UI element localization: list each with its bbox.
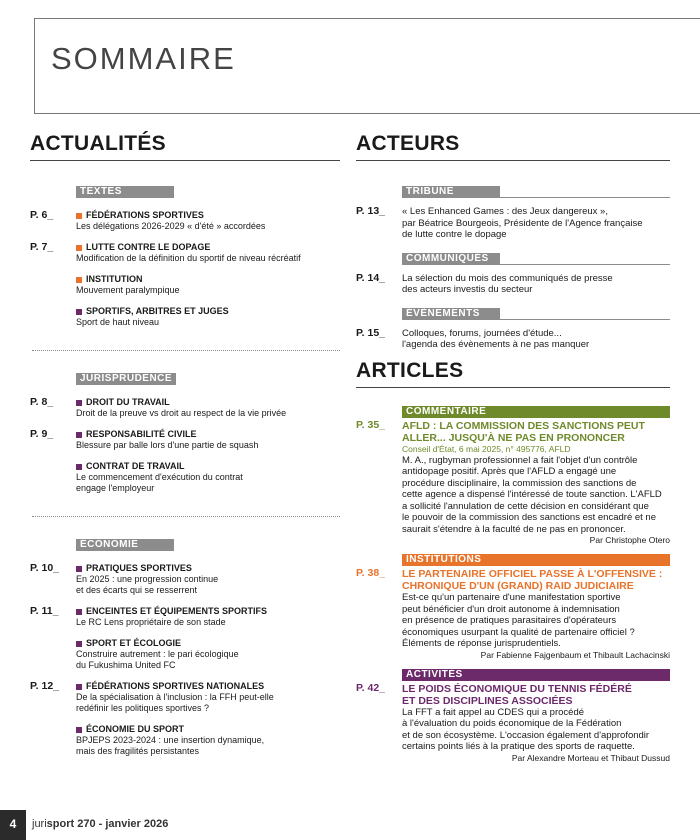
rubric-commentaire: COMMENTAIRE bbox=[402, 406, 670, 418]
list-item[interactable]: P. 11_ ENCEINTES ET ÉQUIPEMENTS SPORTIFS Le RC Lens propriétaire de son stade bbox=[30, 605, 268, 627]
list-item[interactable]: P. 15_ Colloques, forums, journées d'étude... l'agenda des évènements à ne pas manquer bbox=[356, 326, 590, 350]
bullet-square-icon bbox=[76, 432, 82, 438]
list-item[interactable]: P. 8_ DROIT DU TRAVAIL Droit de la preuve vs droit au respect de la vie privée bbox=[30, 396, 287, 418]
list-item[interactable]: P. 7_ LUTTE CONTRE LE DOPAGE Modification de la définition du sportif de niveau récréatif bbox=[30, 241, 301, 263]
acteurs-column bbox=[356, 132, 670, 764]
rubric-textes: TEXTES bbox=[76, 186, 340, 198]
bullet-square-icon bbox=[76, 609, 82, 615]
bullet-square-icon bbox=[76, 309, 82, 315]
list-item[interactable]: P. 13_ « Les Enhanced Games : des Jeux dangereux », par Béatrice Bourgeois, Présidente de l'Agence française de lutte contre le dopage bbox=[356, 205, 643, 240]
title-box bbox=[34, 18, 700, 114]
bullet-square-icon bbox=[76, 464, 82, 470]
list-item[interactable]: SPORTIFS, ARBITRES ET JUGES Sport de haut niveau bbox=[76, 306, 229, 327]
bullet-square-icon bbox=[76, 277, 82, 283]
list-item[interactable]: ÉCONOMIE DU SPORT BPJEPS 2023-2024 : une insertion dynamique, mais des fragilités persistantes bbox=[76, 724, 265, 756]
list-item[interactable]: P. 9_ RESPONSABILITÉ CIVILE Blessure par balle lors d'une partie de squash bbox=[30, 428, 259, 450]
list-item[interactable]: CONTRAT DE TRAVAIL Le commencement d'exécution du contrat engage l'employeur bbox=[76, 461, 243, 493]
bullet-square-icon bbox=[76, 684, 82, 690]
list-item[interactable]: SPORT ET ÉCOLOGIE Construire autrement : le pari écologique du Fukushima United FC bbox=[76, 638, 239, 670]
rubric-institutions: INSTITUTIONS bbox=[402, 554, 670, 566]
divider bbox=[32, 516, 340, 517]
list-item[interactable]: P. 10_ PRATIQUES SPORTIVES En 2025 : une progression continue et des écarts qui se resserrent bbox=[30, 562, 219, 595]
actualites-heading: ACTUALITÉS bbox=[30, 132, 340, 161]
bullet-square-icon bbox=[76, 245, 82, 251]
bullet-square-icon bbox=[76, 566, 82, 572]
article-item[interactable]: P. 35_ AFLD : LA COMMISSION DES SANCTIONS PEUT ALLER... JUSQU'À NE PAS EN PRONONCER Conseil d'État, 6 mai 2025, n° 495776, AFLD M. A., rugbyman professionnel a fait l'objet d'un contrôle antidopage positif. Après que l'AFLD a engagé une procédure disciplinaire, la commission des sanctions de cette agence a dispensé l'intéressé de toute sanction. L'AFLD a sollicité l'annulation de cette décision en considérant que le pouvoir de la commission des sanctions est encadré et ne saurait s'étendre à la faculté de ne pas en prononcer. Par Christophe Otero bbox=[356, 418, 670, 545]
footer bbox=[0, 810, 700, 840]
articles-heading: ARTICLES bbox=[356, 359, 670, 388]
list-item[interactable]: P. 12_ FÉDÉRATIONS SPORTIVES NATIONALES De la spécialisation à l'inclusion : la FFH peut-elle redéfinir les politiques sportives ? bbox=[30, 680, 274, 713]
actualites-column bbox=[30, 132, 340, 757]
page-title: SOMMAIRE bbox=[51, 41, 236, 76]
page-number: 4 bbox=[0, 810, 26, 840]
bullet-square-icon bbox=[76, 400, 82, 406]
rubric-evenements: ÉVÈNEMENTS bbox=[402, 308, 670, 320]
article-item[interactable]: P. 38_ LE PARTENAIRE OFFICIEL PASSE À L'OFFENSIVE : CHRONIQUE D'UN (GRAND) RAID JUDICIAIRE Est-ce qu'un partenaire d'une manifestation sportive peut bénéficier d'un droit autonome à indemnisation en présence de pratiques parasitaires d'opérateurs économiques usurpant la qualité de partenaire officiel ? Éléments de réponse jurisprudentiels. Par Fabienne Fajgenbaum et Thibault Lachacinski bbox=[356, 567, 670, 660]
article-item[interactable]: P. 42_ LE POIDS ÉCONOMIQUE DU TENNIS FÉDÉRÉ ET DES DISCIPLINES ASSOCIÉES La FFT a fait appel au CDES qui a procédé à l'évaluation du poids économique de la Fédération et de son écosystème. L'occasion également d'approfondir certains points liés à la pratique des sports de raquette. Par Alexandre Morteau et Thibaut Dussud bbox=[356, 681, 670, 763]
list-item[interactable]: P. 6_ FÉDÉRATIONS SPORTIVES Les délégations 2026-2029 « d'été » accordées bbox=[30, 209, 266, 231]
magazine-issue: jurisport 270 - janvier 2026 bbox=[32, 818, 169, 830]
bullet-square-icon bbox=[76, 641, 82, 647]
acteurs-heading: ACTEURS bbox=[356, 132, 670, 161]
bullet-square-icon bbox=[76, 727, 82, 733]
rubric-jurisprudence: JURISPRUDENCE bbox=[76, 373, 340, 385]
list-item[interactable]: INSTITUTION Mouvement paralympique bbox=[76, 274, 180, 295]
divider bbox=[32, 350, 340, 351]
rubric-economie: ÉCONOMIE bbox=[76, 539, 340, 551]
bullet-square-icon bbox=[76, 213, 82, 219]
rubric-communiques: COMMUNIQUÉS bbox=[402, 253, 670, 265]
rubric-activites: ACTIVITÉS bbox=[402, 669, 670, 681]
list-item[interactable]: P. 14_ La sélection du mois des communiqués de presse des acteurs investis du secteur bbox=[356, 271, 613, 295]
rubric-tribune: TRIBUNE bbox=[402, 186, 670, 198]
